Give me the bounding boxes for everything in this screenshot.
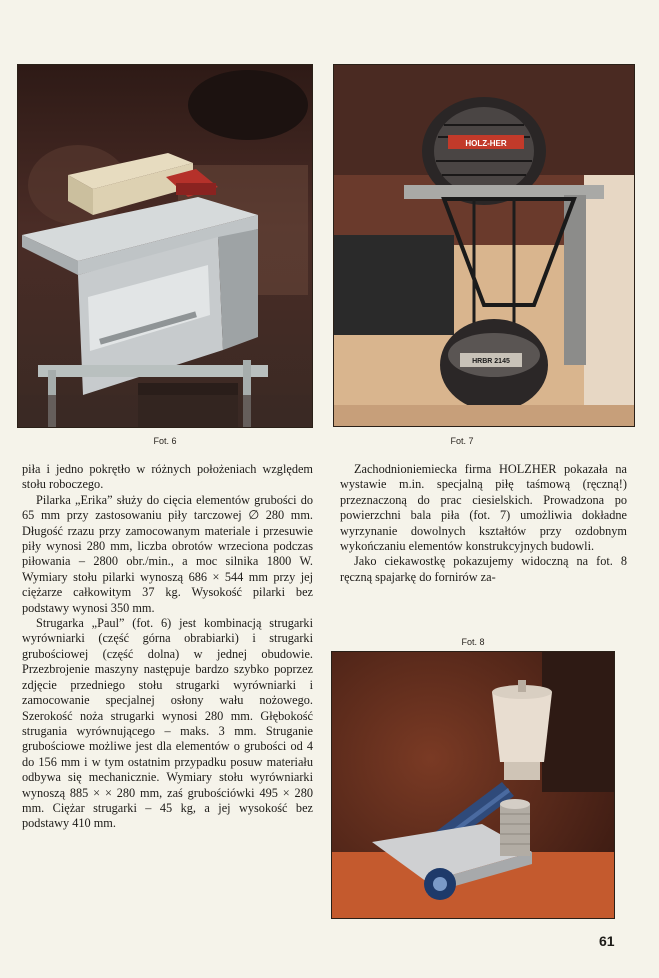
photo-fot7 <box>333 64 635 427</box>
caption-fot7: Fot. 7 <box>450 436 474 446</box>
hrbr-label: HRBR 2145 <box>472 358 510 365</box>
left-text-column <box>22 462 313 832</box>
band-saw-photo <box>334 65 634 426</box>
photo-fot8 <box>331 651 615 919</box>
caption-fot6: Fot. 6 <box>153 436 177 446</box>
right-paragraph-1: Zachodnioniemiecka firma HOLZHER pokazała na wystawie m.in. specjalną piłę taśmową (ręczną!) przeznaczoną do prac ciesielskich. Prowadzona po powierzchni bala piła (fot. 7) umożliwia dokładne wyrzynanie dowolnych kształtów przy ozdobnym wykończaniu elementów konstrukcyjnych budowli. <box>340 462 627 554</box>
left-paragraph-2: Pilarka „Erika” służy do cięcia elementów grubości do 65 mm przy zastosowaniu piły tarczowej ∅ 280 mm. Długość rzazu przy zamocowanym materiale i przesuwie piły wynosi 280 mm, liczba obrotów wrzeciona podczas piłowania – 2800 obr./min., a moc silnika 1800 W. Wymiary stołu pilarki wynoszą 686 × 544 mm przy jej ciężarze całkowitym 37 kg. Wysokość pilarki bez podstawy wynosi 350 mm. <box>22 492 313 615</box>
right-text-column <box>340 462 627 585</box>
caption-fot8: Fot. 8 <box>461 637 485 647</box>
planer-photo <box>18 65 312 427</box>
holzher-label: HOLZ-HER <box>465 139 507 148</box>
left-paragraph-3: Strugarka „Paul” (fot. 6) jest kombinacją strugarki wyrówniarki (część górna obrabiarki) i strugarki grubościowej (część dolna) w jednej obudowie. Przezbrojenie maszyny następuje bardzo szybko poprzez zdjęcie przedniego stołu strugarki wyrówniarki i zamocowanie specjalnej osłony wału nożowego. Szerokość noża strugarki wynosi 280 mm. Głębokość strugania wyrównującego – maks. 3 mm. Struganie grubościowe możliwe jest dla elementów o grubości od 4 do 156 mm i w tym ostatnim przypadku posuw materiału odbywa się mechanicznie. Wymiary stołu wyrówniarki wynoszą 885 × × 280 mm, zaś grubościówki 495 × 280 mm. Ciężar strugarki – 45 kg, a jej wysokość bez podstawy 410 mm. <box>22 616 313 831</box>
photo-fot6 <box>17 64 313 428</box>
right-paragraph-2: Jako ciekawostkę pokazujemy widoczną na fot. 8 ręczną spajarkę do fornirów za- <box>340 554 627 584</box>
page-number: 61 <box>599 933 615 949</box>
left-paragraph-1: piła i jedno pokrętło w różnych położeniach względem stołu roboczego. <box>22 462 313 492</box>
veneer-splicer-photo <box>332 652 614 918</box>
